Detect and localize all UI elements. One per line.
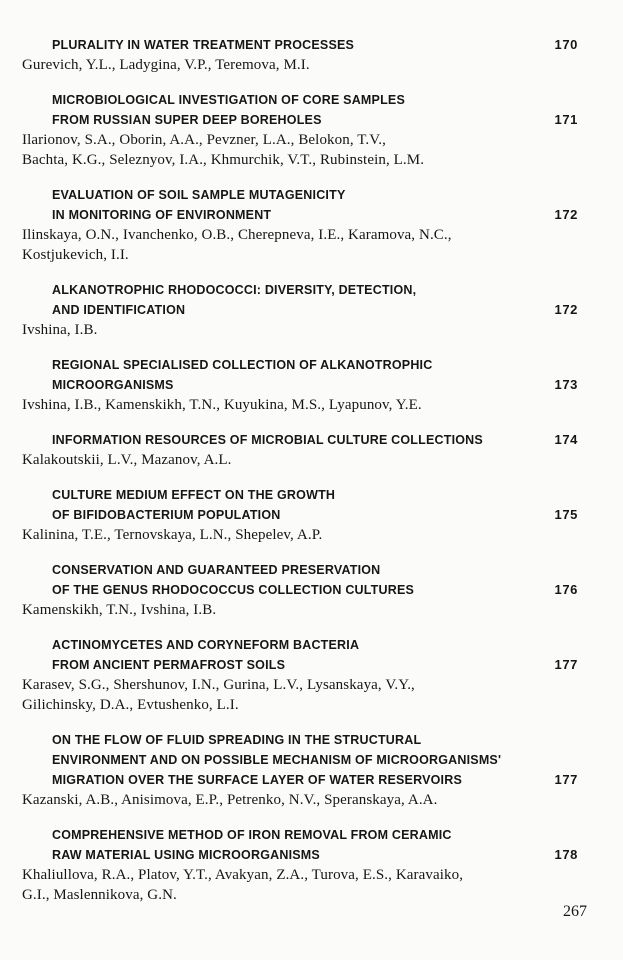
entry-page-number: 175 xyxy=(554,507,578,522)
entry-title-text: MICROBIOLOGICAL INVESTIGATION OF CORE SAMPLES xyxy=(52,93,405,107)
toc-entry xyxy=(22,185,578,265)
entry-authors-block xyxy=(22,865,578,905)
entry-page-number: 172 xyxy=(554,207,578,222)
toc-entry xyxy=(22,730,578,810)
entry-title-block xyxy=(22,485,578,525)
toc-entry xyxy=(22,35,578,75)
entry-title-line xyxy=(22,110,578,130)
entry-authors-block xyxy=(22,225,578,265)
entry-authors-block xyxy=(22,55,578,75)
entry-title-line xyxy=(22,205,578,225)
entry-page-number: 177 xyxy=(554,772,578,787)
entry-title-line xyxy=(22,280,578,300)
entry-page-number: 178 xyxy=(554,847,578,862)
entry-title-line xyxy=(22,750,578,770)
entry-authors-block xyxy=(22,790,578,810)
entry-page-number: 171 xyxy=(554,112,578,127)
entry-title-text: IN MONITORING OF ENVIRONMENT xyxy=(52,208,272,222)
entry-title-line xyxy=(22,300,578,320)
entry-title-block xyxy=(22,825,578,865)
entry-authors-block xyxy=(22,395,578,415)
entry-title-text: ON THE FLOW OF FLUID SPREADING IN THE STRUCTURAL xyxy=(52,733,422,747)
entry-title-text: RAW MATERIAL USING MICROORGANISMS xyxy=(52,848,320,862)
entry-authors-line: G.I., Maslennikova, G.N. xyxy=(22,887,177,903)
entry-title-text: MICROORGANISMS xyxy=(52,378,174,392)
entry-title-line xyxy=(22,485,578,505)
entry-title-text: OF BIFIDOBACTERIUM POPULATION xyxy=(52,508,281,522)
entry-authors-block xyxy=(22,525,578,545)
entry-title-line xyxy=(22,375,578,395)
entry-title-text: REGIONAL SPECIALISED COLLECTION OF ALKANOTROPHIC xyxy=(52,358,433,372)
entry-title-text: FROM ANCIENT PERMAFROST SOILS xyxy=(52,658,286,672)
entry-page-number: 177 xyxy=(554,657,578,672)
entry-title-block xyxy=(22,35,578,55)
entry-title-text: ALKANOTROPHIC RHODOCOCCI: DIVERSITY, DETECTION, xyxy=(52,283,417,297)
entry-title-line xyxy=(22,185,578,205)
entry-authors-line: Kamenskikh, T.N., Ivshina, I.B. xyxy=(22,602,217,618)
toc-entry xyxy=(22,430,578,470)
entry-authors-block xyxy=(22,675,578,715)
entry-authors-line: Bachta, K.G., Seleznyov, I.A., Khmurchik, V.T., Rubinstein, L.M. xyxy=(22,152,425,168)
entry-title-line xyxy=(22,35,578,55)
entry-title-text: AND IDENTIFICATION xyxy=(52,303,186,317)
entry-title-block xyxy=(22,355,578,395)
entry-title-text: OF THE GENUS RHODOCOCCUS COLLECTION CULTURES xyxy=(52,583,415,597)
entry-authors-block xyxy=(22,600,578,620)
entry-authors-line: Karasev, S.G., Shershunov, I.N., Gurina, L.V., Lysanskaya, V.Y., xyxy=(22,677,415,693)
entry-title-line xyxy=(22,730,578,750)
entry-title-text: INFORMATION RESOURCES OF MICROBIAL CULTURE COLLECTIONS xyxy=(52,433,483,447)
entry-authors-line: Ilinskaya, O.N., Ivanchenko, O.B., Cherepneva, I.E., Karamova, N.C., xyxy=(22,227,452,243)
entry-authors-line: Ivshina, I.B., Kamenskikh, T.N., Kuyukina, M.S., Lyapunov, Y.E. xyxy=(22,397,422,413)
entry-page-number: 174 xyxy=(554,432,578,447)
entry-title-text: MIGRATION OVER THE SURFACE LAYER OF WATER RESERVOIRS xyxy=(52,773,462,787)
entry-authors-block xyxy=(22,450,578,470)
entry-authors-line: Kazanski, A.B., Anisimova, E.P., Petrenko, N.V., Speranskaya, A.A. xyxy=(22,792,438,808)
entry-title-block xyxy=(22,730,578,790)
toc-entry xyxy=(22,280,578,340)
toc-entry xyxy=(22,635,578,715)
entry-title-block xyxy=(22,185,578,225)
entry-title-line xyxy=(22,770,578,790)
toc-entries xyxy=(22,35,578,905)
entry-page-number: 176 xyxy=(554,582,578,597)
entry-title-text: PLURALITY IN WATER TREATMENT PROCESSES xyxy=(52,38,355,52)
entry-authors-block xyxy=(22,320,578,340)
entry-title-block xyxy=(22,430,578,450)
entry-title-line xyxy=(22,90,578,110)
entry-authors-line: Ilarionov, S.A., Oborin, A.A., Pevzner, L.A., Belokon, T.V., xyxy=(22,132,386,148)
entry-title-text: CULTURE MEDIUM EFFECT ON THE GROWTH xyxy=(52,488,336,502)
entry-title-block xyxy=(22,90,578,130)
entry-title-line xyxy=(22,580,578,600)
entry-title-block xyxy=(22,635,578,675)
toc-entry xyxy=(22,560,578,620)
entry-title-text: ACTINOMYCETES AND CORYNEFORM BACTERIA xyxy=(52,638,360,652)
entry-title-line xyxy=(22,505,578,525)
entry-title-line xyxy=(22,430,578,450)
entry-authors-line: Kalakoutskii, L.V., Mazanov, A.L. xyxy=(22,452,232,468)
entry-title-line xyxy=(22,845,578,865)
entry-title-text: COMPREHENSIVE METHOD OF IRON REMOVAL FROM CERAMIC xyxy=(52,828,452,842)
page-number-folio: 267 xyxy=(563,903,587,920)
entry-title-text: FROM RUSSIAN SUPER DEEP BOREHOLES xyxy=(52,113,322,127)
entry-page-number: 172 xyxy=(554,302,578,317)
toc-entry xyxy=(22,825,578,905)
toc-entry xyxy=(22,90,578,170)
entry-authors-line: Gurevich, Y.L., Ladygina, V.P., Teremova, M.I. xyxy=(22,57,310,73)
entry-authors-line: Ivshina, I.B. xyxy=(22,322,98,338)
entry-page-number: 173 xyxy=(554,377,578,392)
entry-title-line xyxy=(22,655,578,675)
entry-authors-line: Kostjukevich, I.I. xyxy=(22,247,129,263)
entry-title-line xyxy=(22,635,578,655)
entry-title-text: ENVIRONMENT AND ON POSSIBLE MECHANISM OF MICROORGANISMS' xyxy=(52,753,502,767)
entry-title-line xyxy=(22,355,578,375)
toc-entry xyxy=(22,485,578,545)
entry-title-text: CONSERVATION AND GUARANTEED PRESERVATION xyxy=(52,563,381,577)
toc-entry xyxy=(22,355,578,415)
entry-title-text: EVALUATION OF SOIL SAMPLE MUTAGENICITY xyxy=(52,188,346,202)
entry-title-block xyxy=(22,280,578,320)
entry-authors-line: Kalinina, T.E., Ternovskaya, L.N., Shepelev, A.P. xyxy=(22,527,323,543)
entry-authors-line: Gilichinsky, D.A., Evtushenko, L.I. xyxy=(22,697,239,713)
entry-page-number: 170 xyxy=(554,37,578,52)
entry-authors-line: Khaliullova, R.A., Platov, Y.T., Avakyan, Z.A., Turova, E.S., Karavaiko, xyxy=(22,867,464,883)
entry-title-line xyxy=(22,825,578,845)
entry-title-block xyxy=(22,560,578,600)
entry-authors-block xyxy=(22,130,578,170)
entry-title-line xyxy=(22,560,578,580)
